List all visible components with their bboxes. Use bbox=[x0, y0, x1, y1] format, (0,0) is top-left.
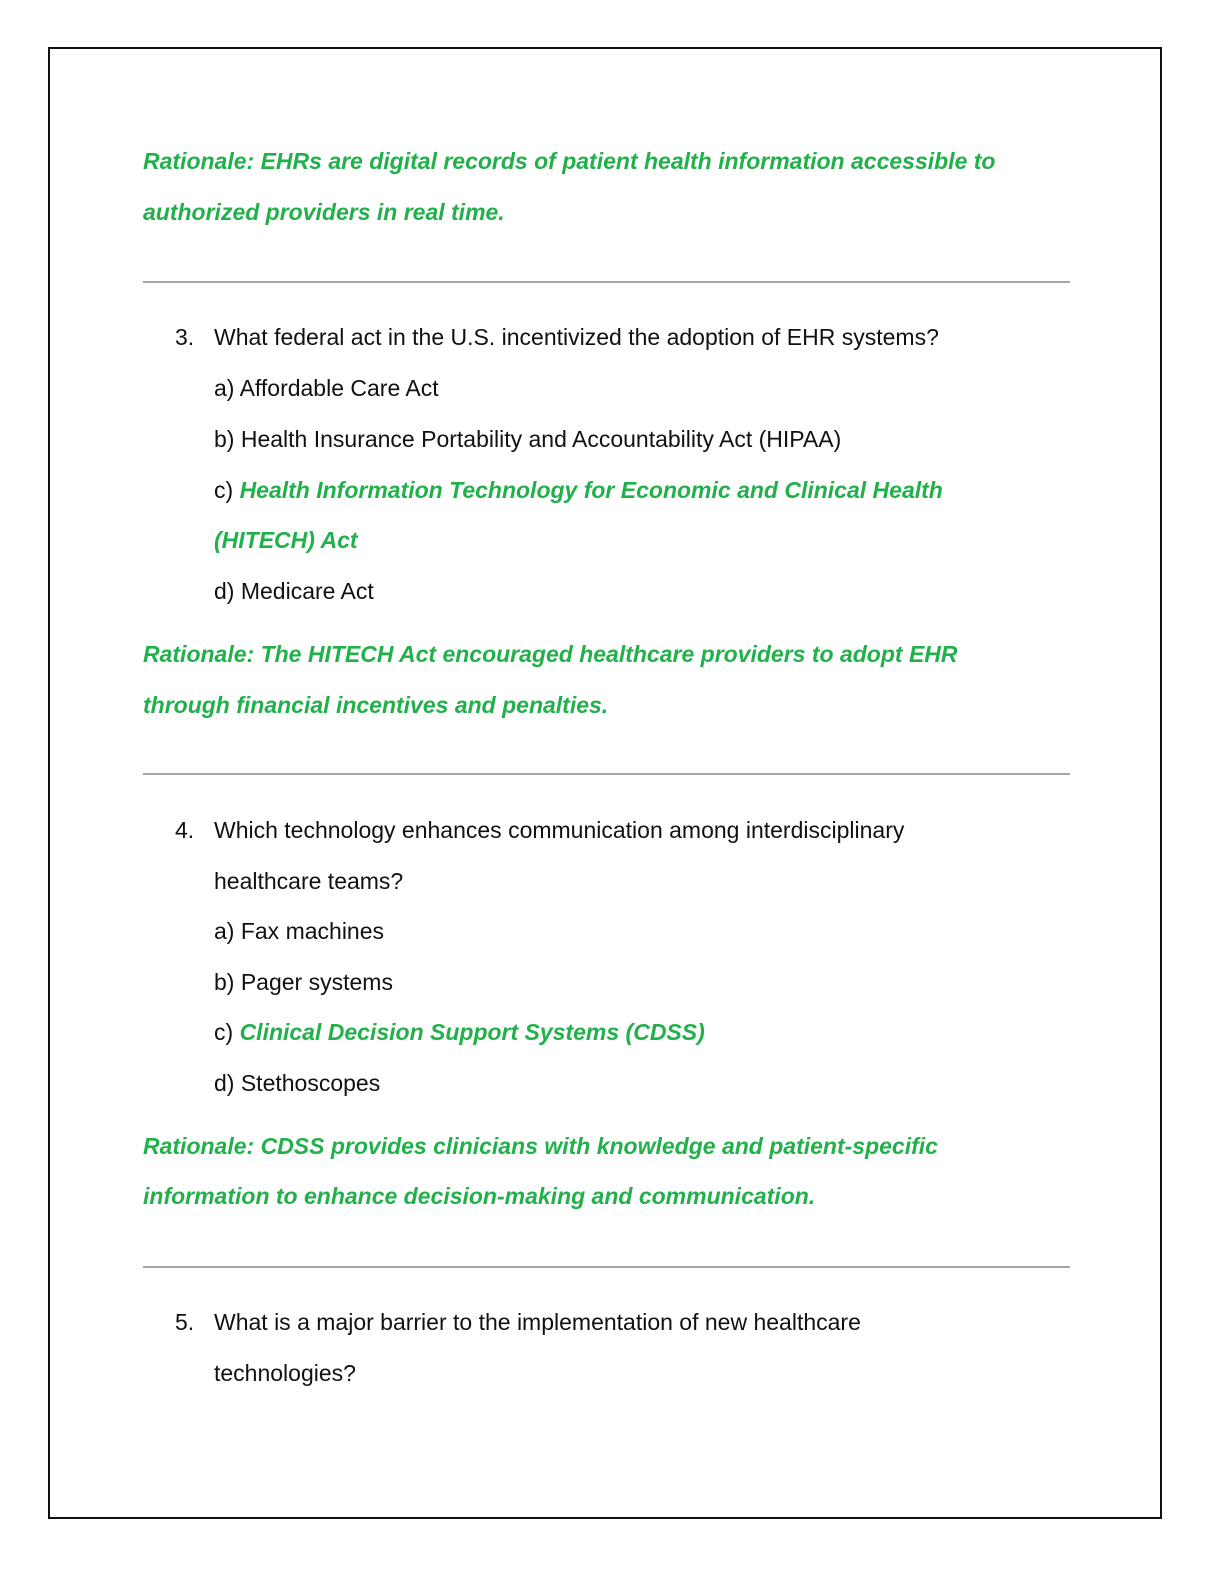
rationale-q4-line2: information to enhance decision-making and communication. bbox=[143, 1183, 816, 1209]
question-3-text: What federal act in the U.S. incentivized the adoption of EHR systems? bbox=[214, 324, 939, 350]
correct-answer: Clinical Decision Support Systems (CDSS) bbox=[239, 1019, 705, 1045]
divider bbox=[143, 281, 1070, 283]
rationale-q3-line2: through financial incentives and penalties. bbox=[143, 692, 609, 718]
question-4-number: 4. bbox=[175, 817, 195, 843]
question-4-text-line1: Which technology enhances communication among interdisciplinary bbox=[214, 817, 905, 843]
question-5-text-line2: technologies? bbox=[214, 1360, 356, 1386]
question-3-option-d: d) Medicare Act bbox=[214, 578, 374, 604]
question-3-number: 3. bbox=[175, 324, 195, 350]
question-5-number: 5. bbox=[175, 1309, 195, 1335]
divider bbox=[143, 773, 1070, 775]
question-5-text-line1: What is a major barrier to the implementation of new healthcare bbox=[214, 1309, 861, 1335]
question-3-option-c bbox=[214, 475, 943, 505]
rationale-q2-line1: Rationale: EHRs are digital records of patient health information accessible to bbox=[143, 148, 996, 174]
rationale-q4-line1: Rationale: CDSS provides clinicians with knowledge and patient-specific bbox=[143, 1133, 938, 1159]
question-4-option-c bbox=[214, 1017, 705, 1047]
question-3-option-b: b) Health Insurance Portability and Accountability Act (HIPAA) bbox=[214, 426, 842, 452]
correct-answer-line2: (HITECH) Act bbox=[214, 527, 358, 553]
option-c-prefix: c) bbox=[214, 1019, 234, 1045]
option-c-prefix: c) bbox=[214, 477, 234, 503]
question-4-option-d: d) Stethoscopes bbox=[214, 1070, 381, 1096]
question-3-option-a: a) Affordable Care Act bbox=[214, 375, 439, 401]
rationale-q3-line1: Rationale: The HITECH Act encouraged healthcare providers to adopt EHR bbox=[143, 641, 958, 667]
question-4-option-a: a) Fax machines bbox=[214, 918, 385, 944]
question-4-text-line2: healthcare teams? bbox=[214, 868, 404, 894]
question-4-option-b: b) Pager systems bbox=[214, 969, 393, 995]
divider bbox=[143, 1266, 1070, 1268]
correct-answer-line1: Health Information Technology for Economic and Clinical Health bbox=[239, 477, 943, 503]
page-border bbox=[48, 47, 1162, 1519]
rationale-q2-line2: authorized providers in real time. bbox=[143, 199, 505, 225]
